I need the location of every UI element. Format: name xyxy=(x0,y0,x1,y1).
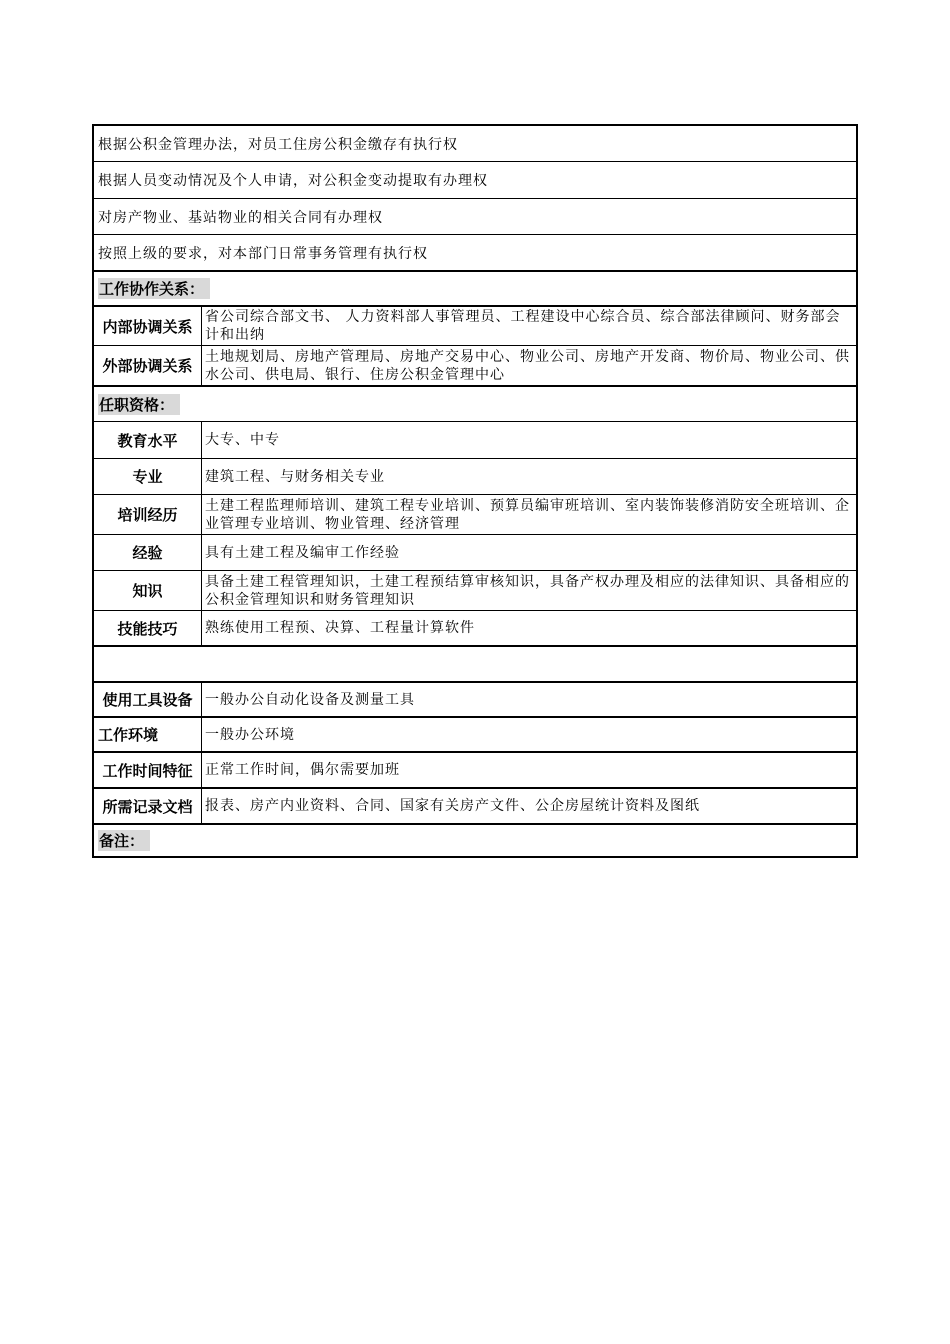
field-label: 培训经历 xyxy=(94,495,202,534)
skills-row xyxy=(94,610,856,645)
field-label: 所需记录文档 xyxy=(94,789,202,823)
field-value: 土建工程监理师培训、建筑工程专业培训、预算员编审班培训、室内装饰装修消防安全班培训、企业管理专业培训、物业管理、经济管理 xyxy=(205,497,850,532)
major-row xyxy=(94,458,856,494)
authority-text: 根据公积金管理办法，对员工住房公积金缴存有执行权 xyxy=(98,136,458,153)
remarks-row xyxy=(94,823,856,856)
field-label: 内部协调关系 xyxy=(94,307,202,345)
field-value: 大专、中专 xyxy=(205,432,280,448)
knowledge-row xyxy=(94,570,856,610)
field-label: 教育水平 xyxy=(94,422,202,458)
tools-row xyxy=(94,681,856,716)
field-value: 熟练使用工程预、决算、工程量计算软件 xyxy=(205,620,475,636)
authority-row xyxy=(94,234,856,270)
records-row xyxy=(94,787,856,823)
job-description-table xyxy=(92,124,858,858)
field-label: 工作时间特征 xyxy=(94,753,202,787)
field-label: 技能技巧 xyxy=(94,611,202,645)
section-title: 备注： xyxy=(98,830,150,851)
external-relations-row xyxy=(94,345,856,385)
field-label: 专业 xyxy=(94,459,202,494)
authority-text: 按照上级的要求，对本部门日常事务管理有执行权 xyxy=(98,245,428,262)
qualifications-section-header xyxy=(94,385,856,421)
environment-row xyxy=(94,716,856,751)
field-value: 具有土建工程及编审工作经验 xyxy=(205,544,400,561)
authority-text: 对房产物业、基站物业的相关合同有办理权 xyxy=(98,209,383,226)
authority-text: 根据人员变动情况及个人申请，对公积金变动提取有办理权 xyxy=(98,173,488,189)
field-value: 一般办公环境 xyxy=(205,726,295,743)
training-row xyxy=(94,494,856,534)
authority-row xyxy=(94,198,856,234)
authority-row xyxy=(94,126,856,161)
blank-row xyxy=(94,645,856,681)
section-title: 任职资格： xyxy=(98,394,180,415)
field-value: 一般办公自动化设备及测量工具 xyxy=(205,691,415,708)
field-label: 使用工具设备 xyxy=(94,683,202,716)
experience-row xyxy=(94,534,856,570)
field-value: 土地规划局、房地产管理局、房地产交易中心、物业公司、房地产开发商、物价局、物业公司、供水公司、供电局、银行、住房公积金管理中心 xyxy=(205,348,850,383)
field-label: 经验 xyxy=(94,535,202,570)
field-value: 报表、房产内业资料、合同、国家有关房产文件、公企房屋统计资料及图纸 xyxy=(205,798,700,814)
field-label: 知识 xyxy=(94,571,202,610)
field-value: 正常工作时间，偶尔需要加班 xyxy=(205,762,400,778)
field-label: 工作环境 xyxy=(94,718,202,751)
authority-row xyxy=(94,161,856,198)
cooperation-section-header xyxy=(94,270,856,305)
internal-relations-row xyxy=(94,305,856,345)
field-value: 具备土建工程管理知识，土建工程预结算审核知识，具备产权办理及相应的法律知识、具备相应的公积金管理知识和财务管理知识 xyxy=(205,573,850,608)
field-value: 建筑工程、与财务相关专业 xyxy=(205,468,385,485)
field-value: 省公司综合部文书、 人力资料部人事管理员、工程建设中心综合员、综合部法律顾问、财务部会计和出纳 xyxy=(205,309,841,343)
work-time-row xyxy=(94,751,856,787)
education-row xyxy=(94,421,856,458)
field-label: 外部协调关系 xyxy=(94,346,202,385)
section-title: 工作协作关系： xyxy=(98,278,210,299)
